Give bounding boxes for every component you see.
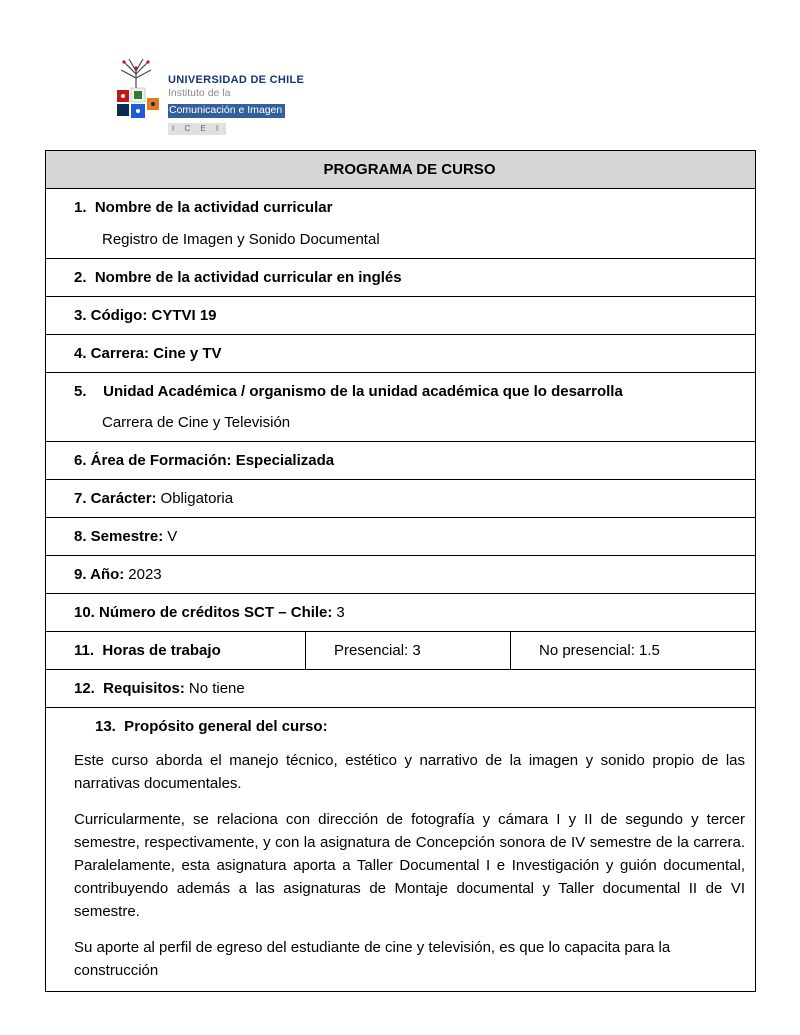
table-title: PROGRAMA DE CURSO — [46, 151, 756, 189]
row-6-area-formacion — [46, 442, 756, 480]
row9-value: 2023 — [128, 566, 162, 583]
row3-label: 3. Código: CYTVI 19 — [74, 307, 217, 324]
logo-text-block — [168, 58, 304, 136]
row-2-nombre-ingles — [46, 259, 756, 297]
row-8-semestre — [46, 518, 756, 556]
row-9-ano — [46, 556, 756, 594]
row10-value: 3 — [336, 604, 345, 621]
row5-value: Carrera de Cine y Televisión — [102, 414, 291, 431]
row8-label: 8. Semestre: — [74, 528, 164, 545]
row8-value: V — [167, 528, 178, 545]
proposito-paragraph-1: Este curso aborda el manejo técnico, estético y narrativo de la imagen y sonido propio de las narrativas documentales. — [74, 752, 746, 792]
row2-label: 2. Nombre de la actividad curricular en inglés — [74, 269, 402, 286]
row-3-codigo — [46, 297, 756, 335]
row11-presencial: Presencial: 3 — [334, 642, 421, 659]
university-emblem-icon — [112, 58, 160, 122]
row4-label: 4. Carrera: Cine y TV — [74, 345, 222, 362]
proposito-paragraph-3: Su aporte al perfil de egreso del estudiante de cine y televisión, es que lo capacita para la construcción — [74, 939, 671, 979]
logo-institute-line2: Comunicación e Imagen — [168, 104, 285, 118]
table-header-row — [46, 151, 756, 189]
row5-label: 5. Unidad Académica / organismo de la unidad académica que lo desarrolla — [74, 383, 623, 400]
row-7-caracter — [46, 480, 756, 518]
row10-label: 10. Número de créditos SCT – Chile: — [74, 604, 333, 621]
row-5-unidad-academica — [46, 373, 756, 442]
university-logo — [112, 58, 304, 136]
row-1-nombre-actividad — [46, 189, 756, 259]
row12-label: 12. Requisitos: — [74, 680, 185, 697]
row-13-proposito — [46, 708, 756, 992]
row12-value: No tiene — [188, 680, 245, 697]
row-12-requisitos — [46, 670, 756, 708]
row7-value: Obligatoria — [160, 490, 234, 507]
logo-acronym: I C E I — [168, 123, 226, 135]
course-program-table — [45, 150, 756, 992]
row-10-creditos — [46, 594, 756, 632]
row9-label: 9. Año: — [74, 566, 125, 583]
row1-label: 1. Nombre de la actividad curricular — [74, 199, 333, 216]
row-4-carrera — [46, 335, 756, 373]
row1-value: Registro de Imagen y Sonido Documental — [102, 231, 380, 248]
row7-label: 7. Carácter: — [74, 490, 157, 507]
row11-no-presencial: No presencial: 1.5 — [539, 642, 660, 659]
row6-label: 6. Área de Formación: Especializada — [74, 452, 335, 469]
row-11-horas-trabajo — [46, 632, 756, 670]
logo-university-name: UNIVERSIDAD DE CHILE — [168, 74, 305, 86]
proposito-paragraph-2: Curricularmente, se relaciona con dirección de fotografía y cámara I y II de segundo y tercer semestre, respectivamente, y con la asignatura de Concepción sonora de IV semestre de la carrera. Paralelamente, esta asignatura aporta a Taller Documental I e Investigación y guión documental, contribuyendo además a las asignaturas de Montaje documental y Taller documental II de VI semestre. — [74, 811, 746, 920]
row11-label: 11. Horas de trabajo — [74, 642, 221, 659]
logo-institute-line1: Instituto de la — [168, 87, 231, 99]
row13-label: 13. Propósito general del curso: — [95, 718, 328, 735]
